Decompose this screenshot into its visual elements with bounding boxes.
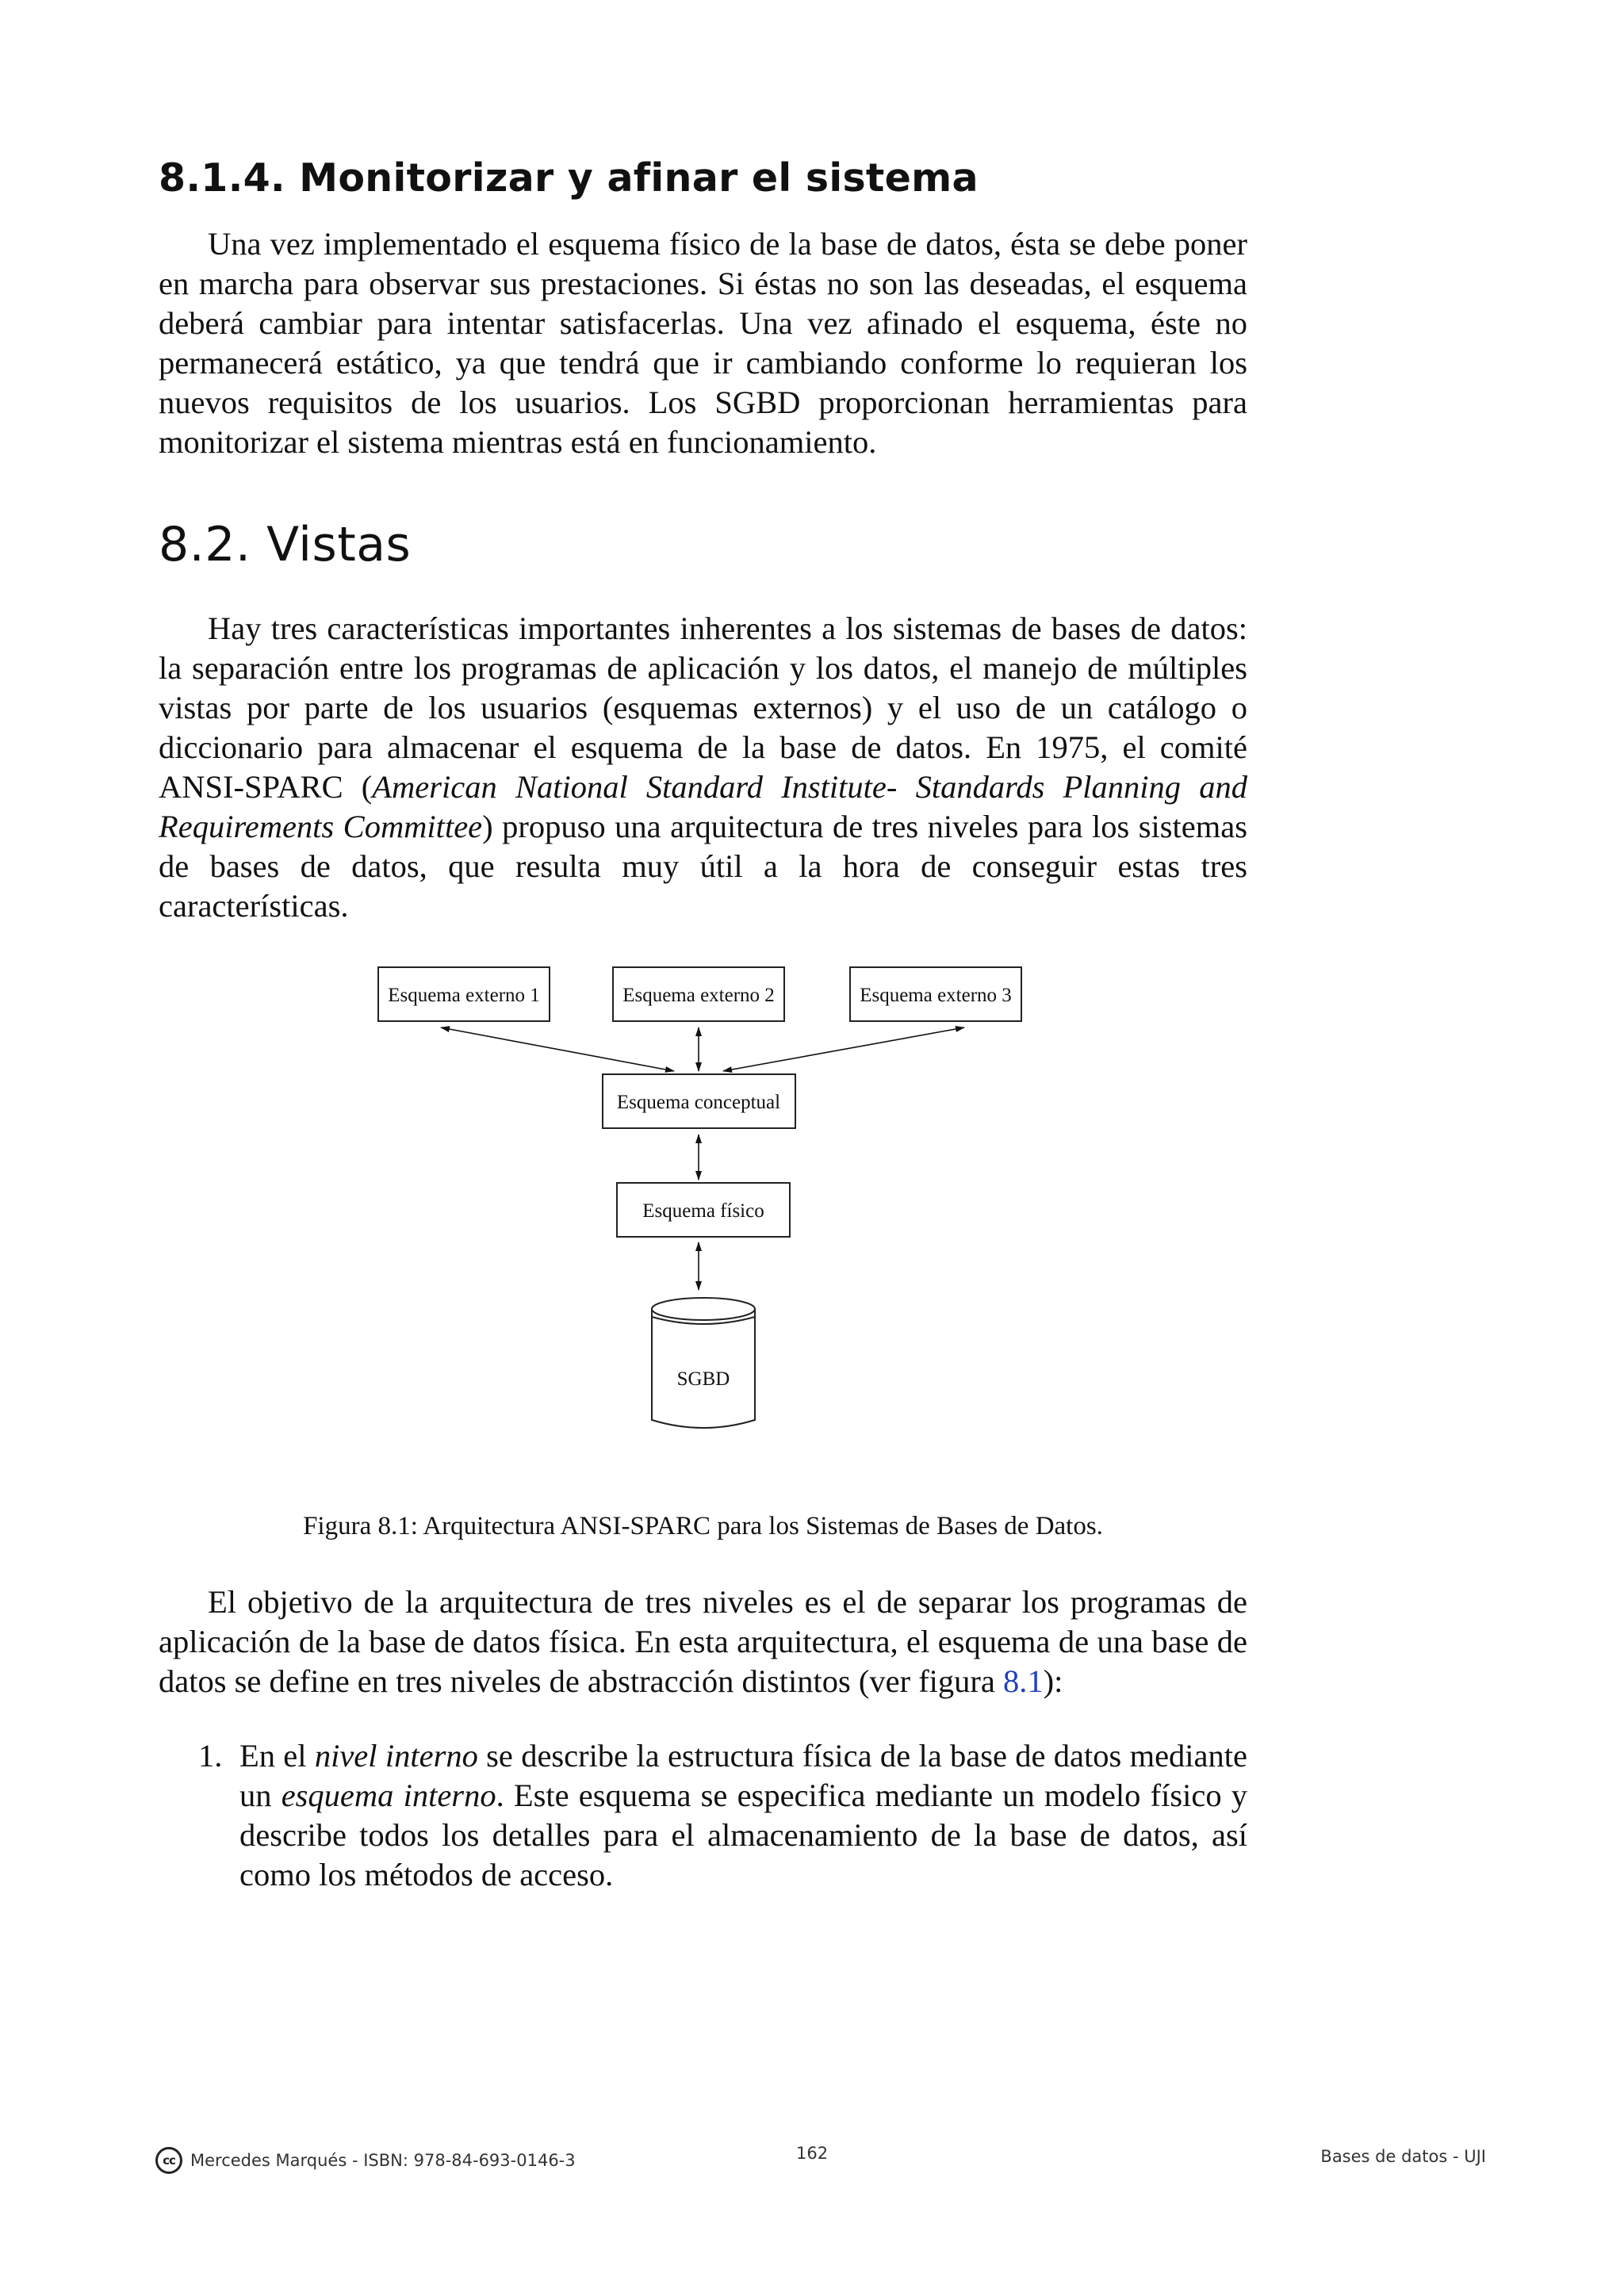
external-schema-2-box [613,967,784,1021]
arrow-external1-conceptual [441,1027,674,1071]
term-esquema-interno: esquema interno [281,1777,496,1813]
conceptual-schema-box [603,1074,795,1128]
paragraph-vistas [159,609,1247,926]
list-item-text: En el [239,1738,315,1774]
paragraph-monitorizar: Una vez implementado el esquema físico de la base de datos, ésta se debe poner en marcha para observar sus prestaciones. Si éstas no son las deseadas, el esquema deberá cambiar para intentar satisfacerlas. Una vez afinado el esquema, éste no permanecerá estático, ya que tendrá que ir cambiando conforme lo requieran los nuevos requisitos de los usuarios. Los SGBD proporcionan herramientas para monitorizar el sistema mientras está en funcionamiento. [159,226,1247,460]
external-schema-1-label: Esquema externo 1 [388,985,540,1006]
physical-schema-label: Esquema físico [642,1200,764,1222]
list-item [159,1736,1247,1895]
external-schema-2-label: Esquema externo 2 [622,985,775,1006]
architecture-diagram [365,955,1031,1455]
list-item-number: 1. [198,1738,223,1774]
term-nivel-interno: nivel interno [314,1738,478,1774]
list-item-text: . Este esquema se especifica mediante un modelo físico y describe todos los detalles para el almacenamiento de la base de datos, así como los métodos de acceso. [239,1777,1248,1892]
figure-caption: Figura 8.1: Arquitectura ANSI-SPARC para los Sistemas de Bases de Datos. [303,1512,1103,1540]
footer-author-text: Mercedes Marqués - ISBN: 978-84-693-0146-3 [190,2151,576,2170]
paragraph-objetivo [159,1582,1247,1701]
footer-author [155,2147,576,2174]
paragraph-vistas-start: Hay tres características importantes inherentes a los sistemas de bases de datos: la separación entre los programas de aplicación y los datos, el manejo de múltiples vistas por parte de los usuarios (esquemas externos) y el uso de un catálogo o diccionario para almacenar el esquema de la base de datos. En 1975, el comité ANSI-SPARC ( [159,610,1247,805]
ansi-sparc-expansion: American National Standard Institute- Standards Planning and Requirements Committee [159,769,1247,844]
arrow-external3-conceptual [723,1027,964,1071]
list-item-text: se describe la estructura física de la base de datos mediante un [239,1738,1248,1813]
external-schema-1-box [378,967,550,1021]
figure-reference-link[interactable]: 8.1 [1003,1663,1044,1699]
physical-schema-box [617,1183,790,1237]
dbms-cylinder [652,1298,755,1428]
paragraph-objetivo-text: El objetivo de la arquitectura de tres niveles es el de separar los programas de aplicación de la base de datos física. En esta arquitectura, el esquema de una base de datos se define en tres niveles de abstracción distintos (ver figura [159,1584,1247,1699]
section-heading-monitorizar: 8.1.4. Monitorizar y afinar el sistema [159,155,979,201]
conceptual-schema-label: Esquema conceptual [616,1092,781,1113]
dbms-label: SGBD [676,1368,730,1390]
levels-list [159,1736,1247,1895]
external-schema-3-box [850,967,1021,1021]
paragraph-vistas-end: ) propuso una arquitectura de tres niveles para los sistemas de bases de datos, que resulta muy útil a la hora de conseguir estas tres características. [159,809,1247,924]
section-heading-vistas: 8.2. Vistas [159,517,412,572]
paragraph-objetivo-end: ): [1043,1663,1063,1699]
page-number: 162 [796,2144,829,2163]
creative-commons-icon: cc [155,2147,182,2174]
footer-book-title: Bases de datos - UJI [1320,2147,1486,2166]
external-schema-3-label: Esquema externo 3 [860,985,1012,1006]
figure-ansi-sparc [365,955,1031,1455]
